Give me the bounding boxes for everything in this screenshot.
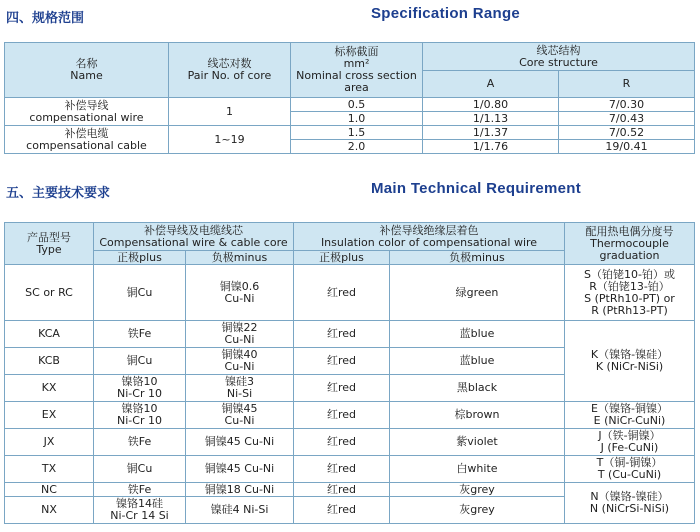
table-row bbox=[5, 265, 695, 321]
row-core-r: 7/0.43 bbox=[559, 112, 695, 126]
row-core-minus: 铜镍18 Cu-Ni bbox=[186, 483, 294, 497]
row-type: KCA bbox=[5, 321, 94, 348]
header-core-minus: 负极minus bbox=[186, 251, 294, 265]
row-insulation-minus: 蓝blue bbox=[390, 348, 565, 375]
header-insulation-minus: 负极minus bbox=[390, 251, 565, 265]
header-core-plus: 正极plus bbox=[94, 251, 186, 265]
section5-title-cn: 五、主要技术要求 bbox=[6, 186, 111, 201]
row-insulation-plus: 红red bbox=[294, 375, 390, 402]
row-area: 1.5 bbox=[291, 126, 423, 140]
header-type: 产品型号 Type bbox=[5, 223, 94, 265]
row-insulation-minus: 灰grey bbox=[390, 497, 565, 524]
row-insulation-minus: 棕brown bbox=[390, 402, 565, 429]
section4-title-cn: 四、规格范围 bbox=[6, 11, 85, 26]
row-core-a: 1/0.80 bbox=[423, 98, 559, 112]
row-insulation-plus: 红red bbox=[294, 402, 390, 429]
row-insulation-plus: 红red bbox=[294, 429, 390, 456]
row-insulation-minus: 黑black bbox=[390, 375, 565, 402]
header-core: 补偿导线及电缆线芯 Compensational wire & cable core bbox=[94, 223, 294, 251]
row-insulation-minus: 紫violet bbox=[390, 429, 565, 456]
header-col-a: A bbox=[423, 71, 559, 98]
row-graduation: E（镍铬-铜镍） E (NiCr-CuNi) bbox=[565, 402, 695, 429]
row-insulation-minus: 蓝blue bbox=[390, 321, 565, 348]
row-core-minus: 镍硅3 Ni-Si bbox=[186, 375, 294, 402]
row-insulation-plus: 红red bbox=[294, 456, 390, 483]
row-graduation: S（铂铑10-铂）或 R（铂铑13-铂） S (PtRh10-PT) or R (PtRh13-PT) bbox=[565, 265, 695, 321]
header-insulation-plus: 正极plus bbox=[294, 251, 390, 265]
row-type: NX bbox=[5, 497, 94, 524]
row-core-a: 1/1.37 bbox=[423, 126, 559, 140]
row-insulation-minus: 绿green bbox=[390, 265, 565, 321]
row-graduation: T（铜-铜镍） T (Cu-CuNi) bbox=[565, 456, 695, 483]
table-row bbox=[5, 98, 695, 112]
row-graduation: K（镍铬-镍硅） K (NiCr-NiSi) bbox=[565, 321, 695, 402]
table-row bbox=[5, 456, 695, 483]
table-row bbox=[5, 321, 695, 348]
row-type: SC or RC bbox=[5, 265, 94, 321]
row-core-r: 7/0.52 bbox=[559, 126, 695, 140]
row-core-r: 7/0.30 bbox=[559, 98, 695, 112]
header-name: 名称 Name bbox=[5, 43, 169, 98]
row-core-a: 1/1.76 bbox=[423, 140, 559, 154]
row-area: 2.0 bbox=[291, 140, 423, 154]
row-core-a: 1/1.13 bbox=[423, 112, 559, 126]
row-core-plus: 铜Cu bbox=[94, 348, 186, 375]
row-core-r: 19/0.41 bbox=[559, 140, 695, 154]
row-pairs: 1 bbox=[169, 98, 291, 126]
specification-range-table bbox=[4, 42, 695, 154]
header-cross-section: 标称截面 mm² Nominal cross section area bbox=[291, 43, 423, 98]
row-core-plus: 镍铬10 Ni-Cr 10 bbox=[94, 375, 186, 402]
row-core-minus: 镍硅4 Ni-Si bbox=[186, 497, 294, 524]
row-core-minus: 铜镍45 Cu-Ni bbox=[186, 402, 294, 429]
row-graduation: N（镍铬-镍硅） N (NiCrSi-NiSi) bbox=[565, 483, 695, 524]
row-type: EX bbox=[5, 402, 94, 429]
row-core-plus: 铜Cu bbox=[94, 265, 186, 321]
row-type: NC bbox=[5, 483, 94, 497]
row-insulation-plus: 红red bbox=[294, 497, 390, 524]
row-core-plus: 铁Fe bbox=[94, 429, 186, 456]
row-area: 0.5 bbox=[291, 98, 423, 112]
row-core-plus: 镍铬10 Ni-Cr 10 bbox=[94, 402, 186, 429]
table-row bbox=[5, 483, 695, 497]
row-area: 1.0 bbox=[291, 112, 423, 126]
technical-requirement-table bbox=[4, 222, 695, 524]
row-insulation-plus: 红red bbox=[294, 483, 390, 497]
table-row bbox=[5, 429, 695, 456]
row-core-minus: 铜镍45 Cu-Ni bbox=[186, 429, 294, 456]
row-name: 补偿导线 compensational wire bbox=[5, 98, 169, 126]
row-name: 补偿电缆 compensational cable bbox=[5, 126, 169, 154]
row-core-plus: 镍铬14硅 Ni-Cr 14 Si bbox=[94, 497, 186, 524]
row-core-minus: 铜镍22 Cu-Ni bbox=[186, 321, 294, 348]
section4-title-en: Specification Range bbox=[371, 5, 521, 22]
table-row bbox=[5, 402, 695, 429]
row-core-minus: 铜镍0.6 Cu-Ni bbox=[186, 265, 294, 321]
header-graduation: 配用热电偶分度号 Thermocouple graduation bbox=[565, 223, 695, 265]
header-insulation: 补偿导线绝缘层着色 Insulation color of compensational wire bbox=[294, 223, 565, 251]
table-row bbox=[5, 126, 695, 140]
row-insulation-minus: 白white bbox=[390, 456, 565, 483]
section5-title-en: Main Technical Requirement bbox=[371, 180, 582, 197]
row-type: TX bbox=[5, 456, 94, 483]
row-core-plus: 铁Fe bbox=[94, 321, 186, 348]
row-insulation-minus: 灰grey bbox=[390, 483, 565, 497]
row-graduation: J（铁-铜镍） J (Fe-CuNi) bbox=[565, 429, 695, 456]
row-type: KX bbox=[5, 375, 94, 402]
header-pair-count: 线芯对数 Pair No. of core bbox=[169, 43, 291, 98]
row-insulation-plus: 红red bbox=[294, 348, 390, 375]
row-core-minus: 铜镍45 Cu-Ni bbox=[186, 456, 294, 483]
header-core-structure: 线芯结构 Core structure bbox=[423, 43, 695, 71]
row-core-minus: 铜镍40 Cu-Ni bbox=[186, 348, 294, 375]
row-pairs: 1~19 bbox=[169, 126, 291, 154]
header-col-r: R bbox=[559, 71, 695, 98]
row-core-plus: 铁Fe bbox=[94, 483, 186, 497]
row-core-plus: 铜Cu bbox=[94, 456, 186, 483]
row-insulation-plus: 红red bbox=[294, 265, 390, 321]
row-type: KCB bbox=[5, 348, 94, 375]
row-type: JX bbox=[5, 429, 94, 456]
row-insulation-plus: 红red bbox=[294, 321, 390, 348]
